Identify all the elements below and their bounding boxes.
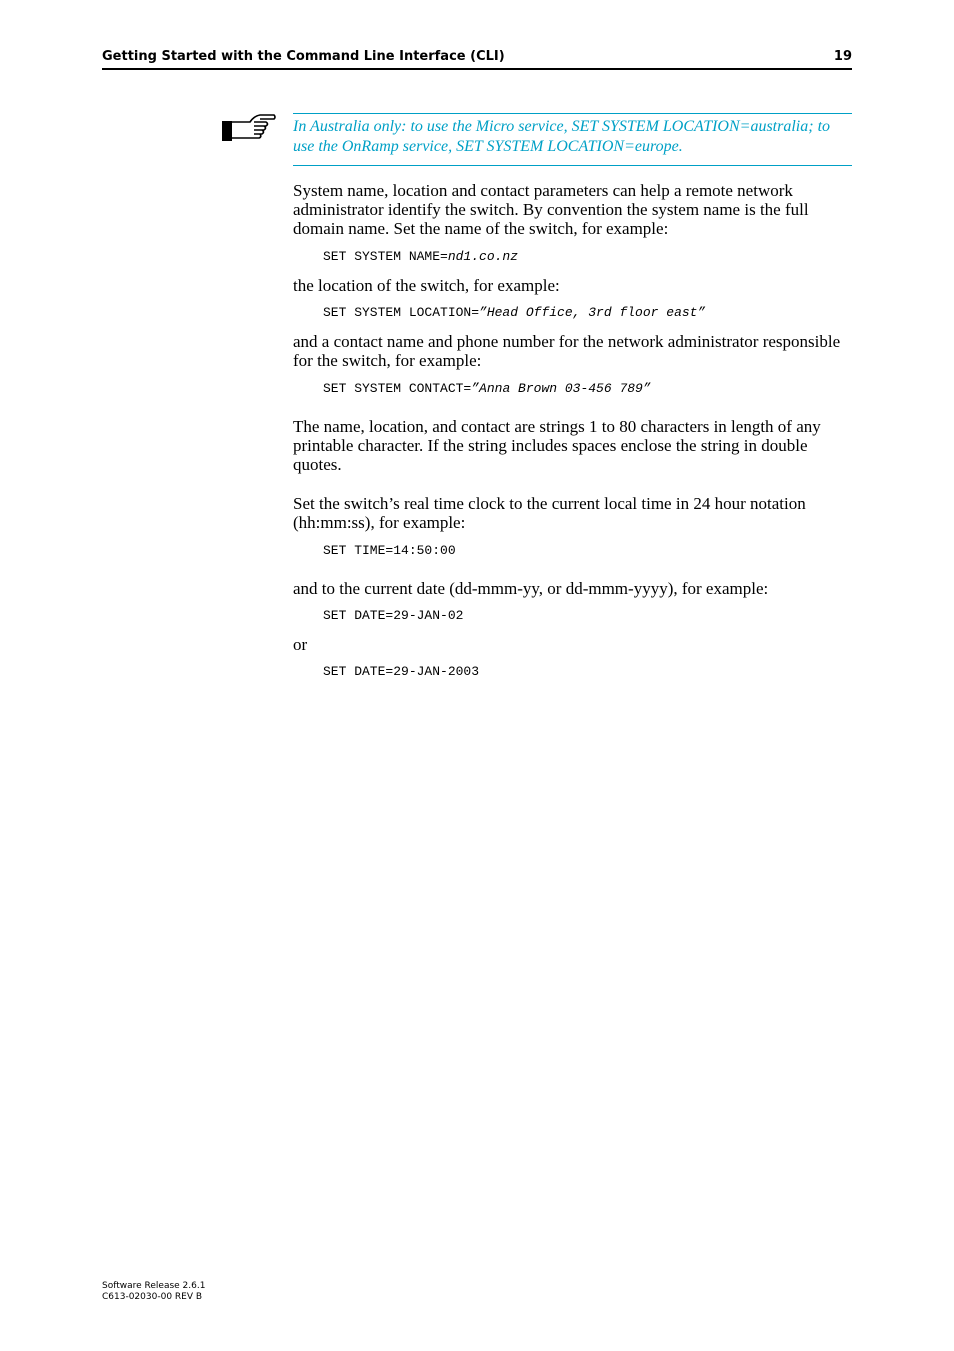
code-set-date-short: SET DATE=29-JAN-02 [323,608,464,623]
note-box [293,113,852,166]
code-argument: ”Anna Brown 03-456 789” [471,381,651,396]
paragraph-location: the location of the switch, for example: [293,276,560,295]
header-title: Getting Started with the Command Line Interface (CLI) [102,49,505,64]
code-command: SET SYSTEM CONTACT= [323,381,472,396]
paragraph-or: or [293,635,308,654]
code-set-system-name [323,249,518,265]
page-footer [102,1281,205,1303]
pointing-hand-icon [220,113,276,143]
code-set-system-location [323,305,705,321]
note-text: In Australia only: to use the Micro service, SET SYSTEM LOCATION=australia; to use the OnRamp service, SET SYSTEM LOCATION=europe. [293,118,831,155]
page-header [102,47,852,70]
paragraph-contact: and a contact name and phone number for the network administrator responsible for the switch, for example: [293,332,841,370]
code-set-system-contact [323,381,651,397]
code-command: SET SYSTEM LOCATION= [323,305,480,320]
footer-release: Software Release 2.6.1 [102,1281,206,1291]
code-set-date-long: SET DATE=29-JAN-2003 [323,664,480,679]
code-argument: ”Head Office, 3rd floor east” [479,305,706,320]
code-argument: nd1.co.nz [447,249,519,264]
footer-doc-id: C613-02030-00 REV B [102,1292,203,1302]
paragraph-time: Set the switch’s real time clock to the current local time in 24 hour notation (hh:mm:ss), for example: [293,494,806,532]
paragraph-system-parameters: System name, location and contact parameters can help a remote network administrator identify the switch. By convention the system name is the full domain name. Set the name of the switch, for example: [293,181,809,238]
paragraph-date: and to the current date (dd-mmm-yy, or dd-mmm-yyyy), for example: [293,579,769,598]
code-command: SET SYSTEM NAME= [323,249,448,264]
page-number: 19 [833,49,852,64]
code-set-time: SET TIME=14:50:00 [323,543,456,558]
paragraph-string-rules: The name, location, and contact are strings 1 to 80 characters in length of any printable character. If the string includes spaces enclose the string in double quotes. [293,417,821,474]
